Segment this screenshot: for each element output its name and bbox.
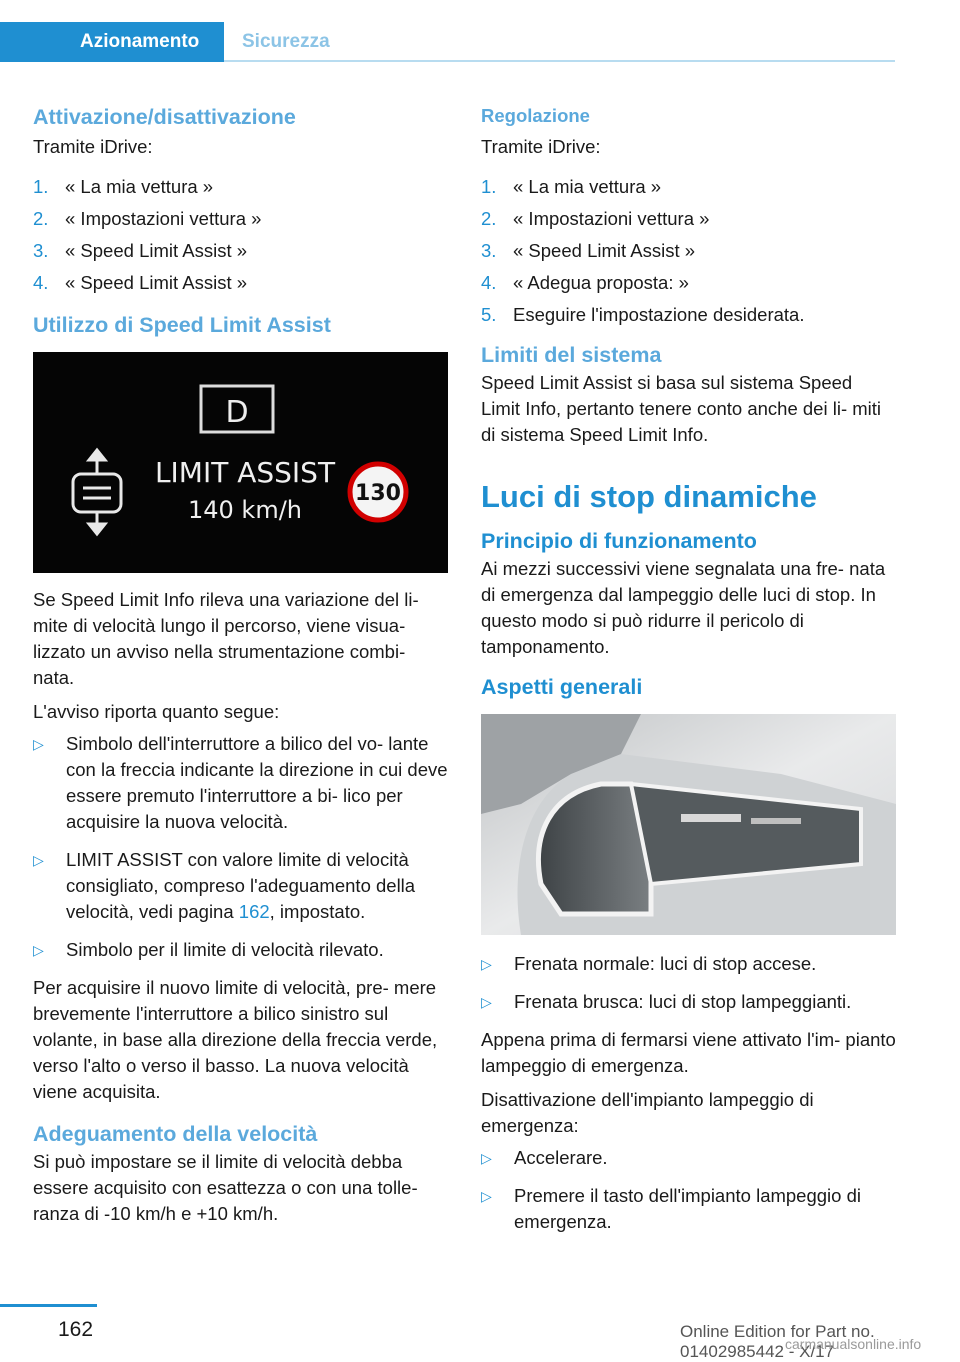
footer-line [0,1304,97,1307]
heading-general: Aspetti generali [481,675,643,699]
display-speed: 140 km/h [187,496,303,524]
page-link[interactable]: 162 [238,901,270,922]
text-hazard: Appena prima di fermarsi viene attivato l'im- pianto lampeggio di emergenza. [481,1029,896,1076]
text-idrive: Tramite iDrive: [481,136,601,157]
text-notice: L'avviso riporta quanto segue: [33,701,280,722]
list-item: 2. « Impostazioni vettura » [33,208,262,229]
steps-list-activation [33,174,448,296]
tail-light-graphic [481,714,896,935]
text-idrive: Tramite iDrive: [33,136,153,157]
list-item: ▷ LIMIT ASSIST con valore limite di velocità consigliato, compreso l'adeguamento della velocità, vedi pagina 162, impostato. [33,849,416,922]
text-principle: Ai mezzi successivi viene segnalata una fre- nata di emergenza dal lampeggio delle luci di stop. In questo modo si può ridurre il pericolo di tamponamento. [481,558,886,657]
text-intro: Se Speed Limit Info rileva una variazione del li- mite di velocità lungo il percorso, viene visua- lizzato un avviso nella strumentazione combi- nata. [33,589,419,688]
list-item: ▷ Frenata normale: luci di stop accese. [481,953,817,974]
text-adjust: Si può impostare se il limite di velocità debba essere acquisito con esattezza o con una tolle- ranza di -10 km/h e +10 km/h. [33,1151,418,1224]
list-item: ▷ Simbolo per il limite di velocità rilevato. [33,939,384,960]
tab-sicurezza[interactable]: Sicurezza [242,31,330,52]
tab-azionamento[interactable]: Azionamento [0,22,224,62]
notice-list [33,731,448,963]
text-limits: Speed Limit Assist si basa sul sistema Speed Limit Info, pertanto tenere conto anche dei li- miti di sistema Speed Limit Info. [481,372,882,445]
list-item: 2. « Impostazioni vettura » [481,208,710,229]
steps-list-regulation [481,174,896,328]
tab-divider [224,60,895,62]
heading-regulation: Regolazione [481,105,590,126]
text-acquire: Per acquisire il nuovo limite di velocità, pre- mere brevemente l'interruttore a bilico sinistro sul volante, in base alla direzione della freccia verde, verso l'alto o verso il basso. La nuova velocità viene acquisita. [33,977,438,1102]
list-item: 3. « Speed Limit Assist » [33,240,248,261]
heading-principle: Principio di funzionamento [481,529,757,553]
list-item: 5. Eseguire l'impostazione desiderata. [481,304,805,325]
section-tabs [0,0,895,62]
heading-adjust: Adeguamento della velocità [33,1122,318,1146]
heading-use: Utilizzo di Speed Limit Assist [33,313,331,337]
list-item: 1. « La mia vettura » [481,176,662,197]
left-column [33,104,448,1227]
list-item: ▷ Accelerare. [481,1147,608,1168]
deactivate-list [481,1145,896,1235]
list-item: ▷ Frenata brusca: luci di stop lampeggianti. [481,991,852,1012]
list-item: 4. « Speed Limit Assist » [33,272,248,293]
gear-indicator: D [225,395,249,430]
heading-activation: Attivazione/disattivazione [33,105,296,129]
list-item: 3. « Speed Limit Assist » [481,240,696,261]
heading-limits: Limiti del sistema [481,343,662,367]
list-item: ▷ Simbolo dell'interruttore a bilico del vo- lante con la freccia indicante la direzione in cui deve essere premuto l'interruttore a bi- lico per acquisire la nuova velocità. [33,733,448,832]
brake-list [481,951,896,1015]
text-deactivate: Disattivazione dell'impianto lampeggio di emergenza: [481,1089,814,1136]
list-item: 1. « La mia vettura » [33,176,214,197]
display-label: LIMIT ASSIST [154,456,336,489]
watermark: carmanualsonline.info [785,1336,922,1352]
edition-text: Online Edition for Part no. 01402985442 - X/17 [680,1322,875,1361]
page-number: 162 [58,1318,94,1341]
display-graphic [33,352,448,573]
list-item: 4. « Adegua proposta: » [481,272,689,293]
tail-light-image [481,714,896,935]
heading-dynamic-brake-lights: Luci di stop dinamiche [481,479,817,514]
list-item: ▷ Premere il tasto dell'impianto lampeggio di emergenza. [481,1185,861,1232]
right-column [481,104,896,1247]
limit-assist-display [33,352,448,573]
speed-sign: 130 [355,481,401,506]
